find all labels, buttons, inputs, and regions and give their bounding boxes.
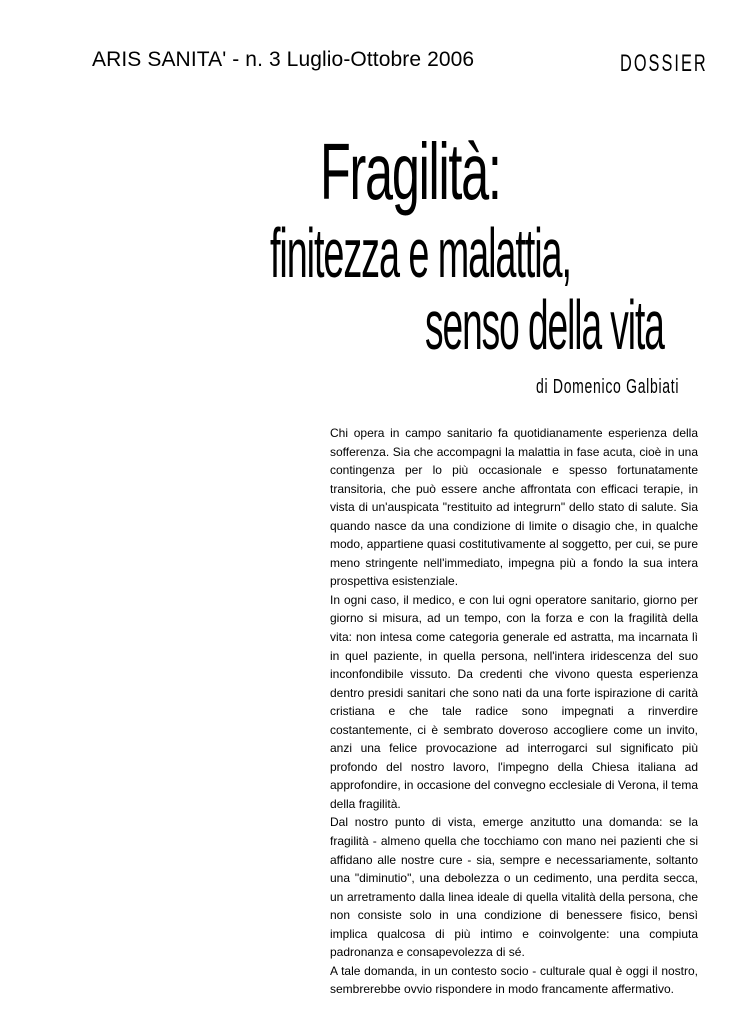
section-label: DOSSIER — [620, 50, 708, 77]
author-byline: di Domenico Galbiati — [536, 376, 680, 398]
title-line-3: senso della vita — [425, 286, 664, 364]
article-paragraph-4: A tale domanda, in un contesto socio - culturale qual è oggi il nostro, sembrerebbe ovvio rispondere in modo francamente affermativo. — [330, 963, 698, 997]
article-paragraph-1: Chi opera in campo sanitario fa quotidianamente esperienza della sofferenza. Sia che accompagni la malattia in fase acuta, cioè in una contingenza per lo più occasionale e spesso fortunatamente transitoria, che può essere anche affrontata con efficaci terapie, in vista di un'auspicata "restituito ad integrurn" dello stato di salute. Sia quando nasce da una condizione di limite o disagio che, in qualche modo, appartiene quasi costitutivamente al soggetto, per cui, se pure meno stringente nell'immediato, impegna più a fondo la sua intera prospettiva esistenziale. — [330, 426, 698, 589]
article-paragraph-2: In ogni caso, il medico, e con lui ogni operatore sanitario, giorno per giorno si misura, ad un tempo, con la forza e con la fragilità della vita: non intesa come categoria generale ed astratta, ma incarnata lì in quel paziente, in quella persona, nell'intera iridescenza del suo inconfondibile vissuto. Da credenti che vivono questa esperienza dentro presidi sanitari che sono nati da una forte ispirazione di carità cristiana e che tale radice sono impegnati a rinverdire costantemente, ci è sembrato doveroso accogliere come un invito, anzi una felice provocazione ad interrogarci sul significato più profondo del nostro lavoro, l'impegno della Chiesa italiana ad approfondire, in occasione del convegno ecclesiale di Verona, il tema della fragilità. — [330, 592, 698, 811]
title-line-1: Fragilità: — [320, 127, 501, 216]
publication-header: ARIS SANITA' - n. 3 Luglio-Ottobre 2006 — [92, 48, 475, 71]
article-paragraph-3: Dal nostro punto di vista, emerge anzitutto una domanda: se la fragilità - almeno quella che tocchiamo con mano nei pazienti che si affidano alle nostre cure - sia, sempre e necessariamente, soltanto una "diminutio", una debolezza o un cedimento, una perdita secca, un arretramento dalla linea ideale di quella vitalità della persona, che non consiste solo in una condizione di benessere fisico, bensì implica qualcosa di più intimo e coinvolgente: una compiuta padronanza e consapevolezza di sé. — [330, 815, 698, 960]
title-line-2: finitezza e malattia, — [270, 214, 571, 292]
article-body — [330, 424, 698, 999]
